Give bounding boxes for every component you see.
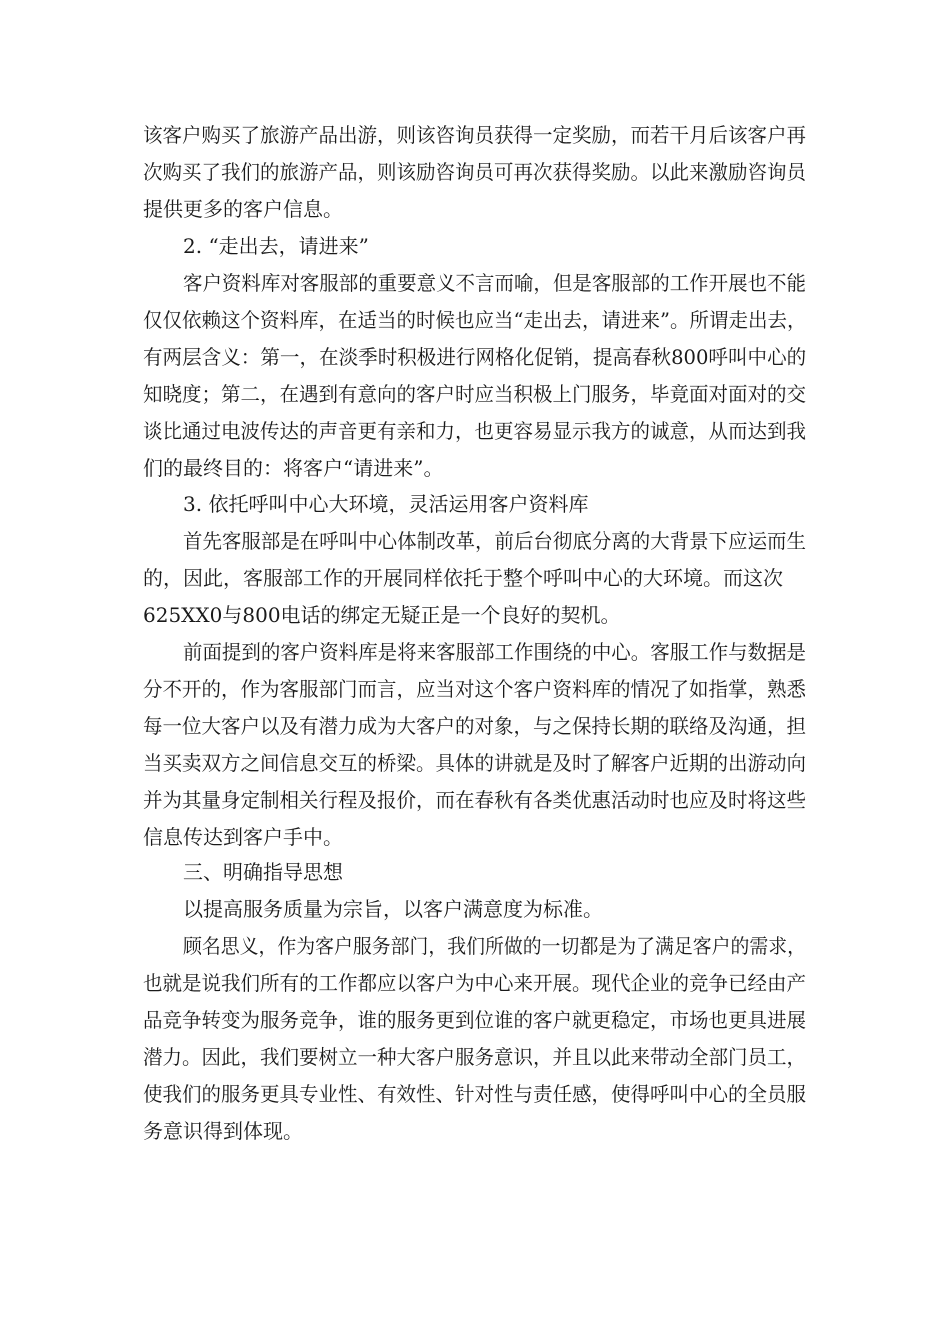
text-line: 每一位大客户以及有潜力成为大客户的对象，与之保持长期的联络及沟通，担 (143, 714, 806, 738)
section-heading: 3. 依托呼叫中心大环境，灵活运用客户资料库 (183, 492, 589, 516)
text-line: 顾名思义，作为客户服务部门，我们所做的一切都是为了满足客户的需求， (183, 934, 806, 958)
section-heading: 三、明确指导思想 (183, 860, 343, 884)
text-line: 并为其量身定制相关行程及报价，而在春秋有各类优惠活动时也应及时将这些 (143, 788, 806, 812)
text-line: 首先客服部是在呼叫中心体制改革，前后台彻底分离的大背景下应运而生 (183, 529, 806, 553)
text-line: 分不开的，作为客服部门而言，应当对这个客户资料库的情况了如指掌，熟悉 (143, 677, 806, 701)
text-line: 前面提到的客户资料库是将来客服部工作围绕的中心。客服工作与数据是 (183, 640, 806, 664)
text-line: 以提高服务质量为宗旨，以客户满意度为标准。 (183, 897, 603, 921)
section-heading: 2. “走出去，请进来” (183, 234, 369, 258)
text-line: 仅仅依赖这个资料库，在适当的时候也应当“走出去，请进来”。所谓走出去， (143, 308, 807, 332)
text-line: 谈比通过电波传达的声音更有亲和力，也更容易显示我方的诚意，从而达到我 (143, 419, 806, 443)
text-line: 625XX0与800电话的绑定无疑正是一个良好的契机。 (143, 603, 621, 627)
text-line: 当买卖双方之间信息交互的桥梁。具体的讲就是及时了解客户近期的出游动向 (143, 751, 806, 775)
text-line: 的，因此，客服部工作的开展同样依托于整个呼叫中心的大环境。而这次 (143, 566, 783, 590)
text-line: 该客户购买了旅游产品出游，则该咨询员获得一定奖励，而若干月后该客户再 (143, 123, 806, 147)
text-line: 有两层含义：第一，在淡季时积极进行网格化促销，提高春秋800呼叫中心的 (143, 345, 807, 369)
text-line: 信息传达到客户手中。 (143, 825, 343, 849)
text-line: 提供更多的客户信息。 (143, 197, 343, 221)
text-line: 客户资料库对客服部的重要意义不言而喻，但是客服部的工作开展也不能 (183, 271, 806, 295)
text-line: 们的最终目的：将客户“请进来”。 (143, 456, 444, 480)
text-line: 务意识得到体现。 (143, 1119, 303, 1143)
text-line: 潜力。因此，我们要树立一种大客户服务意识，并且以此来带动全部门员工， (143, 1045, 806, 1069)
text-line: 使我们的服务更具专业性、有效性、针对性与责任感，使得呼叫中心的全员服 (143, 1082, 806, 1106)
text-line: 次购买了我们的旅游产品，则该励咨询员可再次获得奖励。以此来激励咨询员 (143, 160, 806, 184)
text-line: 品竞争转变为服务竞争，谁的服务更到位谁的客户就更稳定，市场也更具进展 (143, 1008, 806, 1032)
text-line: 知晓度；第二，在遇到有意向的客户时应当积极上门服务，毕竟面对面对的交 (143, 382, 806, 406)
text-line: 也就是说我们所有的工作都应以客户为中心来开展。现代企业的竞争已经由产 (143, 971, 806, 995)
